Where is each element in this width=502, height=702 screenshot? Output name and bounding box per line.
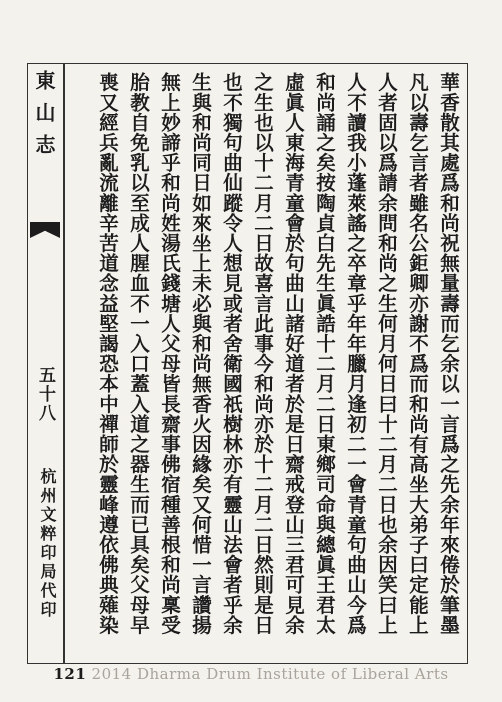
footer bbox=[0, 665, 502, 683]
printer-imprint: 杭州文粹印局代印 bbox=[38, 468, 57, 620]
text-column: 人者固以爲請余問和尚之生何月何日曰十二月二日也余因笑曰上 bbox=[375, 72, 398, 635]
text-column: 華香散其處爲和尚祝無量壽而乞余以一言爲之先余年來倦於筆墨 bbox=[437, 72, 460, 635]
text-column: 人不讀我小蓬萊謠之卒章乎年年臘月逢初二一會青童句曲山今爲 bbox=[344, 72, 367, 635]
text-column: 虛眞人東海青童會於句曲山諸好道者於是日齋戒登山三君可見余 bbox=[282, 72, 305, 635]
text-column: 凡以壽乞言者雖名公鉅卿亦謝不爲而和尚有高坐大弟子曰定能上 bbox=[406, 72, 429, 635]
text-column: 之生也以十二月二日故喜言此事今和尚亦於十二月二日然則是日 bbox=[251, 72, 274, 635]
spine-title: 東山志 bbox=[32, 70, 56, 166]
text-column: 胎教自免乳以至成人腥血不一入口蓋入道之器生而已具矣父母早 bbox=[127, 72, 150, 635]
text-column: 也不獨句曲仙蹤令人想見或者舍衛國祇樹林亦有靈山法會者乎余 bbox=[220, 72, 243, 635]
footer-page-number: 121 bbox=[53, 665, 87, 683]
text-column: 生與和尚同日如來坐上未必與和尚無香火因緣矣又何惜一言讚揚 bbox=[189, 72, 212, 635]
text-column: 無上妙諦乎和尚姓湯氏錢塘人父母皆長齋事佛宿種善根和尚稟受 bbox=[158, 72, 181, 635]
frame-bottom-rule bbox=[27, 663, 468, 664]
footer-credit: 2014 Dharma Drum Institute of Liberal Arts bbox=[91, 665, 449, 683]
spine-page-number: 五十八 bbox=[35, 366, 55, 423]
text-column: 喪又經兵亂流離辛苦道念益堅謁恐本中禪師於靈峰遵依佛典薙染 bbox=[96, 72, 119, 635]
frame-right-rule bbox=[467, 63, 468, 663]
frame-top-rule bbox=[27, 63, 468, 64]
text-column: 和尚誦之矣按陶貞白先生眞誥十二月二日東鄉司命與總眞王君太 bbox=[313, 72, 336, 635]
main-text bbox=[64, 72, 464, 658]
